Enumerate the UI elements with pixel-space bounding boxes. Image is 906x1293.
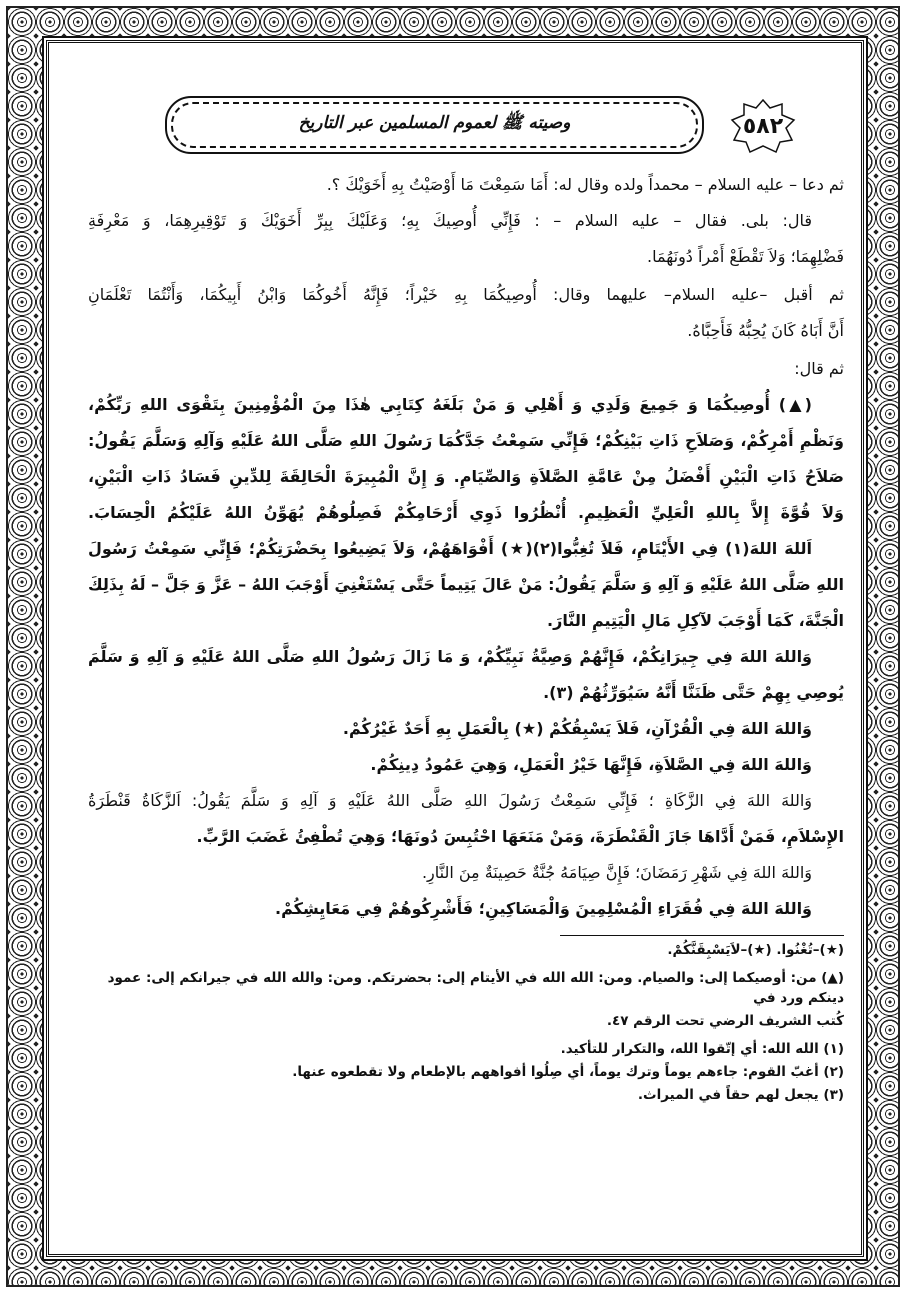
footnote-2: (٢) أغبّ القوم: جاءهم يوماً وترك يوماً، أي صِلُوا أفواههم بالإطعام ولا تقطعوه عنها. [292,1064,844,1080]
body-line: ثم قال: [794,359,844,378]
body-line: يُوصِي بِهِمْ حَتَّى ظَنَنَّا أَنَّهُ سَيُوَرِّثُهُمْ (٣). [543,683,844,702]
running-header [165,96,704,154]
page-number [730,98,796,154]
body-line: ثم أقبل –عليه السلام– عليهما وقال: أُوصِيكُمَا بِهِ خَيْراً؛ فَإِنَّهُ أَخُوكُمَا وَابْنُ أَبِيكُمَا، وَأَنْتُمَا تَعْلَمَانِ [88,285,844,304]
body-line: قال: بلى. فقال – عليه السلام – : فَإِنِّي أُوصِيكَ بِهِ؛ وَعَلَيْكَ بِبِرِّ أَخَوَيْكَ وَ تَوْقِيرِهِمَا، وَ مَعْرِفَةِ [88,211,812,230]
body-line: أَنَّ أَبَاهُ كَانَ يُحِبُّهُ فَأَحِبَّاهُ. [687,321,844,340]
footnote-variants: (★)–تُغْنُوا. (★)–لاَيَسْبِقَنَّكُمْ. [667,942,844,958]
body-line: وَلاَ قُوَّةَ إِلاَّ بِاللهِ الْعَلِيِّ الْعَظِيمِ. أُنْظُرُوا ذَوِي أَرْحَامِكُمْ فَصِلُوهُمْ يُهَوِّنُ اللهُ عَلَيْكُمُ الْحِسَابَ. [88,503,844,522]
footnote-3: (٣) يجعل لهم حقاً في الميراث. [637,1087,844,1103]
body-line: وَاللهَ اللهَ فِي شَهْرِ رَمَضَانَ؛ فَإِنَّ صِيَامَهُ جُنَّةٌ حَصِينَةٌ مِنَ النَّارِ. [421,863,812,882]
body-line: الْجَنَّةَ، كَمَا أَوْجَبَ لآكِلِ مَالِ الْيَتِيمِ النَّارَ. [547,611,844,630]
footnote-1: (١) الله الله: أي إتّقوا الله، والتكرار للتأكيد. [560,1041,844,1057]
page-number-text: ٥٨٢ [742,113,784,139]
body-line: الإِسْلاَمِ، فَمَنْ أَدَّاهَا جَازَ الْقَنْطَرَةَ، وَمَنْ مَنَعَهَا احْتُبِسَ دُونَهَا؛ وَهِيَ تُطْفِئُ غَضَبَ الرَّبِّ. [196,827,844,846]
body-line: وَاللهَ اللهَ فِي الْقُرْآنِ، فَلاَ يَسْبِقُكُمْ (★) بِالْعَمَلِ بِهِ أَحَدٌ غَيْرُكُمْ. [342,719,812,738]
body-line: اَللهَ اللهَ(١) فِي الأَيْتَامِ، فَلاَ تُغِبُّوا(٢)(★) أَفْوَاهَهُمْ، وَلاَ يَضِيعُوا بِحَضْرَتِكُمْ؛ فَإِنِّي سَمِعْتُ رَسُولَ [88,539,813,558]
footnote-source: (▲) من: أوصيكما إلى: والصيام. ومن: الله الله في الأيتام إلى: بحضرتكم. ومن: والله الله في جيرانكم إلى: عمود دينكم ورد في [107,970,844,1006]
body-line: وَنَظْمِ أَمْرِكُمْ، وَصَلاَحِ ذَاتِ بَيْنِكُمْ؛ فَإِنِّي سَمِعْتُ جَدَّكُمَا رَسُولَ اللهِ صَلَّى اللهُ عَلَيْهِ وَآلِهِ وَسَلَّمَ يَقُولُ: [88,431,844,450]
body-line: وَاللهَ اللهَ فِي فُقَرَاءِ الْمُسْلِمِينَ وَالْمَسَاكِينِ؛ فَأَشْرِكُوهُمْ فِي مَعَايِشِكُمْ. [275,899,812,918]
body-line: فَضْلِهِمَا؛ وَلاَ تَقْطَعْ أَمْراً دُونَهُمَا. [647,247,844,266]
body-line: وَاللهَ اللهَ فِي جِيرَانِكُمْ، فَإِنَّهُمْ وَصِيَّةُ نَبِيِّكُمْ، وَ مَا زَالَ رَسُولُ اللهِ صَلَّى اللهُ عَلَيْهِ وَ آلِهِ وَ سَلَّمَ [88,647,812,666]
body-line: ثم دعا – عليه السلام – محمداً ولده وقال له: أَمَا سَمِعْتَ مَا أَوْصَيْتُ بِهِ أَخَوَيْكَ ؟. [326,175,844,194]
footnote-source-cont: كُتب الشريف الرضي تحت الرقم ٤٧. [606,1013,844,1029]
body-line: وَاللهَ اللهَ فِي الزَّكَاةِ ؛ فَإِنِّي سَمِعْتُ رَسُولَ اللهِ صَلَّى اللهُ عَلَيْهِ وَ آلِهِ وَ سَلَّمَ يَقُولُ: اَلزَّكَاةُ قَنْطَرَةُ [88,791,812,810]
header-title: وصيته ﷺ لعموم المسلمين عبر التاريخ [298,113,571,133]
body-line: وَاللهَ اللهَ فِي الصَّلاَةِ، فَإِنَّهَا خَيْرُ الْعَمَلِ، وَهِيَ عَمُودُ دِينِكُمْ. [370,755,812,774]
body-line: صَلاَحُ ذَاتِ الْبَيْنِ أَفْضَلُ مِنْ عَامَّةِ الصَّلاَةِ وَالصِّيَامِ. وَ إِنَّ الْمُبِيرَةَ الْحَالِقَةَ لِلدِّينِ فَسَادُ ذَاتِ الْبَيْنِ، [88,467,844,486]
body-line: اللهِ صَلَّى اللهُ عَلَيْهِ وَ آلِهِ وَ سَلَّمَ يَقُولُ: مَنْ عَالَ يَتِيماً حَتَّى يَسْتَغْنِيَ أَوْجَبَ اللهُ – عَزَّ وَ جَلَّ – لَهُ بِذَلِكَ [88,575,844,594]
body-line: (▲) أُوصِيكُمَا وَ جَمِيعَ وَلَدِي وَ أَهْلِي وَ مَنْ بَلَغَهُ كِتَابِي هٰذَا مِنَ الْمُؤْمِنِينَ بِتَقْوَى اللهِ رَبِّكُمْ، [88,395,812,414]
footnote-separator [560,935,844,936]
page-body [88,173,844,1105]
